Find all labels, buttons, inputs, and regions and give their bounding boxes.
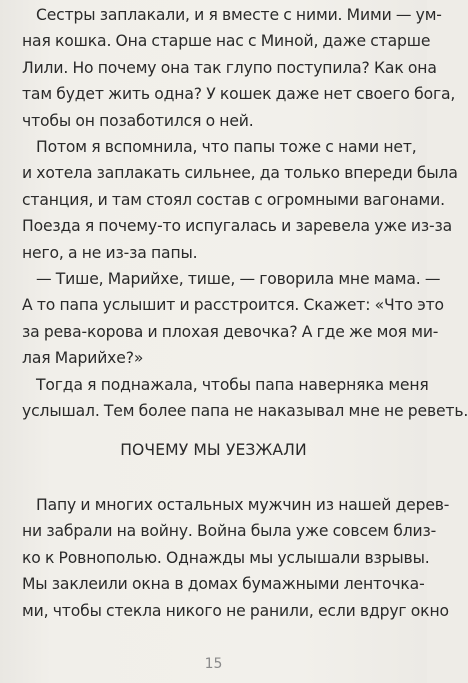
text-line: ко к Ровнополью. Однажды мы услышали взрывы. <box>22 548 430 567</box>
text-line: Тогда я поднажала, чтобы папа наверняка меня <box>36 375 429 394</box>
text-line: него, а не из-за папы. <box>22 243 198 262</box>
text-line: ная кошка. Она старше нас с Миной, даже старше <box>22 32 431 51</box>
text-line: ми, чтобы стекла никого не ранили, если вдруг окно <box>22 601 449 620</box>
text-line: Лили. Но почему она так глупо поступила? Как она <box>22 58 437 77</box>
section-heading: ПОЧЕМУ МЫ УЕЗЖАЛИ <box>120 441 307 459</box>
text-line: чтобы он позаботился о ней. <box>22 111 254 130</box>
text-line: А то папа услышит и расстроится. Скажет: «Что это <box>22 296 444 315</box>
text-line: Потом я вспомнила, что папы тоже с нами нет, <box>36 138 417 157</box>
text-line: за рева-корова и плохая девочка? А где же моя ми- <box>22 322 439 341</box>
text-line: Папу и многих остальных мужчин из нашей дерев- <box>36 496 450 514</box>
text-line: Сестры заплакали, и я вместе с ними. Мими — ум- <box>36 6 442 24</box>
text-line: — Тише, Марийхе, тише, — говорила мне мама. — <box>36 270 441 289</box>
text-line: Мы заклеили окна в домах бумажными ленточка- <box>22 575 425 594</box>
page-number: 15 <box>204 656 223 672</box>
body-text-section-1 <box>22 2 468 425</box>
text-line: Поезда я почему-то испугалась и заревела уже из-за <box>22 217 453 236</box>
text-line: станция, и там стоял состав с огромными вагонами. <box>22 190 445 209</box>
text-line: и хотела заплакать сильнее, да только впереди была <box>22 164 458 183</box>
text-line: лая Марийхе?» <box>22 349 144 368</box>
body-text-section-2 <box>22 492 450 624</box>
text-line: ни забрали на войну. Война была уже совсем близ- <box>22 522 437 541</box>
text-line: услышал. Тем более папа не наказывал мне не реветь. <box>22 402 468 421</box>
text-line: там будет жить одна? У кошек даже нет своего бога, <box>22 85 456 104</box>
